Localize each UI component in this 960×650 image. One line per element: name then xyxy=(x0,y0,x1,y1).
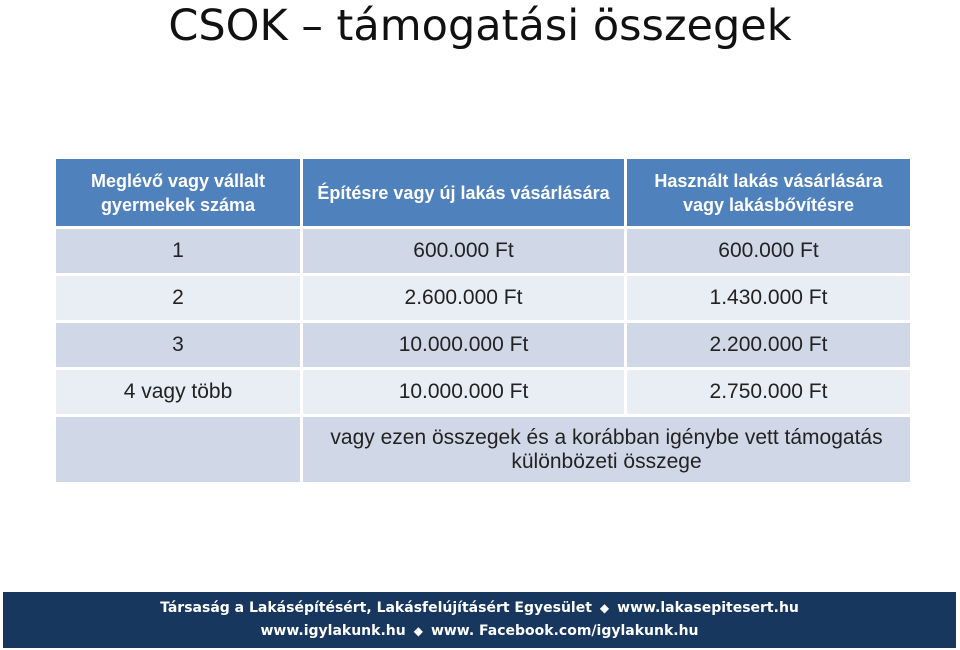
cell-children-count: 2 xyxy=(55,275,302,322)
table-row xyxy=(55,275,912,322)
table-header-row xyxy=(55,158,912,228)
cell-new-home-amount: 10.000.000 Ft xyxy=(302,322,626,369)
table-row xyxy=(55,369,912,416)
header-children-count: Meglévő vagy vállalt gyermekek száma xyxy=(55,158,302,228)
cell-children-count: 1 xyxy=(55,228,302,275)
cell-children-count: 3 xyxy=(55,322,302,369)
cell-empty xyxy=(55,416,302,484)
cell-new-home-amount: 10.000.000 Ft xyxy=(302,369,626,416)
footer-bar xyxy=(3,592,956,648)
footer-link-igylakunk[interactable]: www.igylakunk.hu xyxy=(260,623,406,639)
footer-line-2 xyxy=(3,620,956,643)
diamond-icon: ◆ xyxy=(599,601,610,615)
cell-used-home-amount: 2.200.000 Ft xyxy=(626,322,912,369)
cell-used-home-amount: 600.000 Ft xyxy=(626,228,912,275)
slide-title: CSOK – támogatási összegek xyxy=(168,1,792,51)
cell-children-count: 4 vagy több xyxy=(55,369,302,416)
diamond-icon: ◆ xyxy=(413,624,423,638)
table-row xyxy=(55,322,912,369)
table-note: vagy ezen összegek és a korábban igénybe vett támogatás különbözeti összege xyxy=(302,416,912,484)
cell-used-home-amount: 2.750.000 Ft xyxy=(626,369,912,416)
table-row xyxy=(55,228,912,275)
footer-link-facebook[interactable]: www. Facebook.com/igylakunk.hu xyxy=(430,623,699,639)
cell-used-home-amount: 1.430.000 Ft xyxy=(626,275,912,322)
table-note-row xyxy=(55,416,912,484)
footer-line-1 xyxy=(3,597,956,620)
footer-link-lakasepitesert[interactable]: www.lakasepitesert.hu xyxy=(617,600,799,616)
header-used-home: Használt lakás vásárlására vagy lakásbővítésre xyxy=(626,158,912,228)
support-amounts-table xyxy=(53,156,913,485)
footer-org-name: Társaság a Lakásépítésért, Lakásfelújításért Egyesület xyxy=(160,600,592,616)
cell-new-home-amount: 600.000 Ft xyxy=(302,228,626,275)
cell-new-home-amount: 2.600.000 Ft xyxy=(302,275,626,322)
header-new-home: Építésre vagy új lakás vásárlására xyxy=(302,158,626,228)
